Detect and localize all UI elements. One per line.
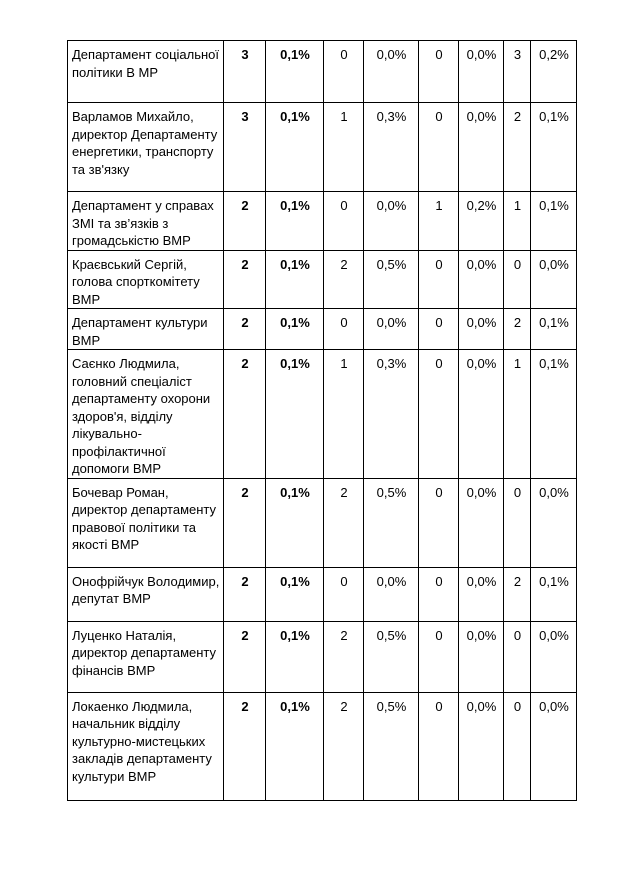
row-count-2: 0 xyxy=(419,309,459,350)
row-count-3: 0 xyxy=(504,692,531,800)
table-body xyxy=(68,41,577,801)
row-name: Департамент соціальної політики В МР xyxy=(68,41,224,103)
row-total: 2 xyxy=(224,567,266,621)
row-percent-2: 0,0% xyxy=(459,350,504,479)
row-percent-2: 0,0% xyxy=(459,103,504,192)
row-total-percent: 0,1% xyxy=(266,103,324,192)
row-percent-1: 0,0% xyxy=(364,567,419,621)
row-percent-1: 0,0% xyxy=(364,309,419,350)
row-percent-3: 0,2% xyxy=(531,41,577,103)
table-row xyxy=(68,103,577,192)
row-percent-3: 0,0% xyxy=(531,478,577,567)
row-total-percent: 0,1% xyxy=(266,478,324,567)
row-percent-2: 0,0% xyxy=(459,309,504,350)
row-count-1: 0 xyxy=(324,192,364,251)
row-percent-1: 0,5% xyxy=(364,250,419,309)
row-count-3: 1 xyxy=(504,192,531,251)
row-name: Онофрійчук Володимир, депутат ВМР xyxy=(68,567,224,621)
row-total: 3 xyxy=(224,103,266,192)
row-total-percent: 0,1% xyxy=(266,250,324,309)
row-percent-3: 0,1% xyxy=(531,567,577,621)
row-count-2: 0 xyxy=(419,350,459,479)
row-name: Бочевар Роман, директор департаменту правової політики та якості ВМР xyxy=(68,478,224,567)
row-percent-3: 0,1% xyxy=(531,350,577,479)
row-percent-1: 0,0% xyxy=(364,41,419,103)
row-count-1: 2 xyxy=(324,478,364,567)
row-count-2: 0 xyxy=(419,692,459,800)
row-total: 2 xyxy=(224,250,266,309)
row-count-3: 2 xyxy=(504,567,531,621)
row-count-1: 0 xyxy=(324,309,364,350)
row-percent-1: 0,3% xyxy=(364,350,419,479)
table-row xyxy=(68,41,577,103)
row-count-2: 0 xyxy=(419,103,459,192)
row-percent-2: 0,0% xyxy=(459,250,504,309)
row-total-percent: 0,1% xyxy=(266,621,324,692)
row-total: 2 xyxy=(224,350,266,479)
row-count-3: 3 xyxy=(504,41,531,103)
row-total-percent: 0,1% xyxy=(266,567,324,621)
row-name: Департамент культури ВМР xyxy=(68,309,224,350)
table-row xyxy=(68,192,577,251)
row-total-percent: 0,1% xyxy=(266,41,324,103)
row-percent-2: 0,0% xyxy=(459,692,504,800)
row-name: Локаенко Людмила, начальник відділу культурно-мистецьких закладів департаменту культури ВМР xyxy=(68,692,224,800)
row-total: 2 xyxy=(224,692,266,800)
row-name: Варламов Михайло, директор Департаменту енергетики, транспорту та зв'язку xyxy=(68,103,224,192)
row-percent-1: 0,5% xyxy=(364,478,419,567)
row-count-1: 0 xyxy=(324,567,364,621)
row-count-2: 1 xyxy=(419,192,459,251)
row-total: 2 xyxy=(224,478,266,567)
row-percent-3: 0,1% xyxy=(531,309,577,350)
row-percent-2: 0,0% xyxy=(459,567,504,621)
data-table xyxy=(67,40,577,801)
row-total: 2 xyxy=(224,192,266,251)
table-row xyxy=(68,478,577,567)
row-count-3: 2 xyxy=(504,103,531,192)
row-total-percent: 0,1% xyxy=(266,350,324,479)
row-percent-3: 0,1% xyxy=(531,103,577,192)
row-percent-2: 0,2% xyxy=(459,192,504,251)
row-total: 3 xyxy=(224,41,266,103)
row-percent-2: 0,0% xyxy=(459,478,504,567)
row-percent-1: 0,5% xyxy=(364,692,419,800)
row-count-2: 0 xyxy=(419,250,459,309)
row-count-3: 2 xyxy=(504,309,531,350)
table-row xyxy=(68,309,577,350)
table-row xyxy=(68,250,577,309)
row-total-percent: 0,1% xyxy=(266,309,324,350)
row-name: Краєвський Сергій, голова спорткомітету ВМР xyxy=(68,250,224,309)
row-total-percent: 0,1% xyxy=(266,692,324,800)
row-percent-2: 0,0% xyxy=(459,41,504,103)
row-percent-3: 0,0% xyxy=(531,692,577,800)
table-row xyxy=(68,692,577,800)
row-count-1: 1 xyxy=(324,103,364,192)
row-total-percent: 0,1% xyxy=(266,192,324,251)
row-count-3: 1 xyxy=(504,350,531,479)
row-count-3: 0 xyxy=(504,250,531,309)
row-count-2: 0 xyxy=(419,567,459,621)
row-percent-2: 0,0% xyxy=(459,621,504,692)
row-name: Луценко Наталія, директор департаменту фінансів ВМР xyxy=(68,621,224,692)
row-total: 2 xyxy=(224,309,266,350)
table-row xyxy=(68,567,577,621)
row-count-2: 0 xyxy=(419,41,459,103)
row-name: Саєнко Людмила, головний спеціаліст департаменту охорони здоров'я, відділу лікувально-профілактичної допомоги ВМР xyxy=(68,350,224,479)
row-name: Департамент у справах ЗМІ та зв’язків з громадськістю ВМР xyxy=(68,192,224,251)
row-percent-3: 0,1% xyxy=(531,192,577,251)
row-percent-1: 0,0% xyxy=(364,192,419,251)
row-count-1: 2 xyxy=(324,692,364,800)
row-count-2: 0 xyxy=(419,478,459,567)
row-count-2: 0 xyxy=(419,621,459,692)
row-percent-1: 0,5% xyxy=(364,621,419,692)
table-row xyxy=(68,621,577,692)
row-count-1: 2 xyxy=(324,250,364,309)
row-count-1: 0 xyxy=(324,41,364,103)
row-percent-1: 0,3% xyxy=(364,103,419,192)
row-percent-3: 0,0% xyxy=(531,250,577,309)
row-total: 2 xyxy=(224,621,266,692)
row-count-3: 0 xyxy=(504,478,531,567)
row-count-1: 2 xyxy=(324,621,364,692)
row-percent-3: 0,0% xyxy=(531,621,577,692)
table-row xyxy=(68,350,577,479)
row-count-1: 1 xyxy=(324,350,364,479)
row-count-3: 0 xyxy=(504,621,531,692)
